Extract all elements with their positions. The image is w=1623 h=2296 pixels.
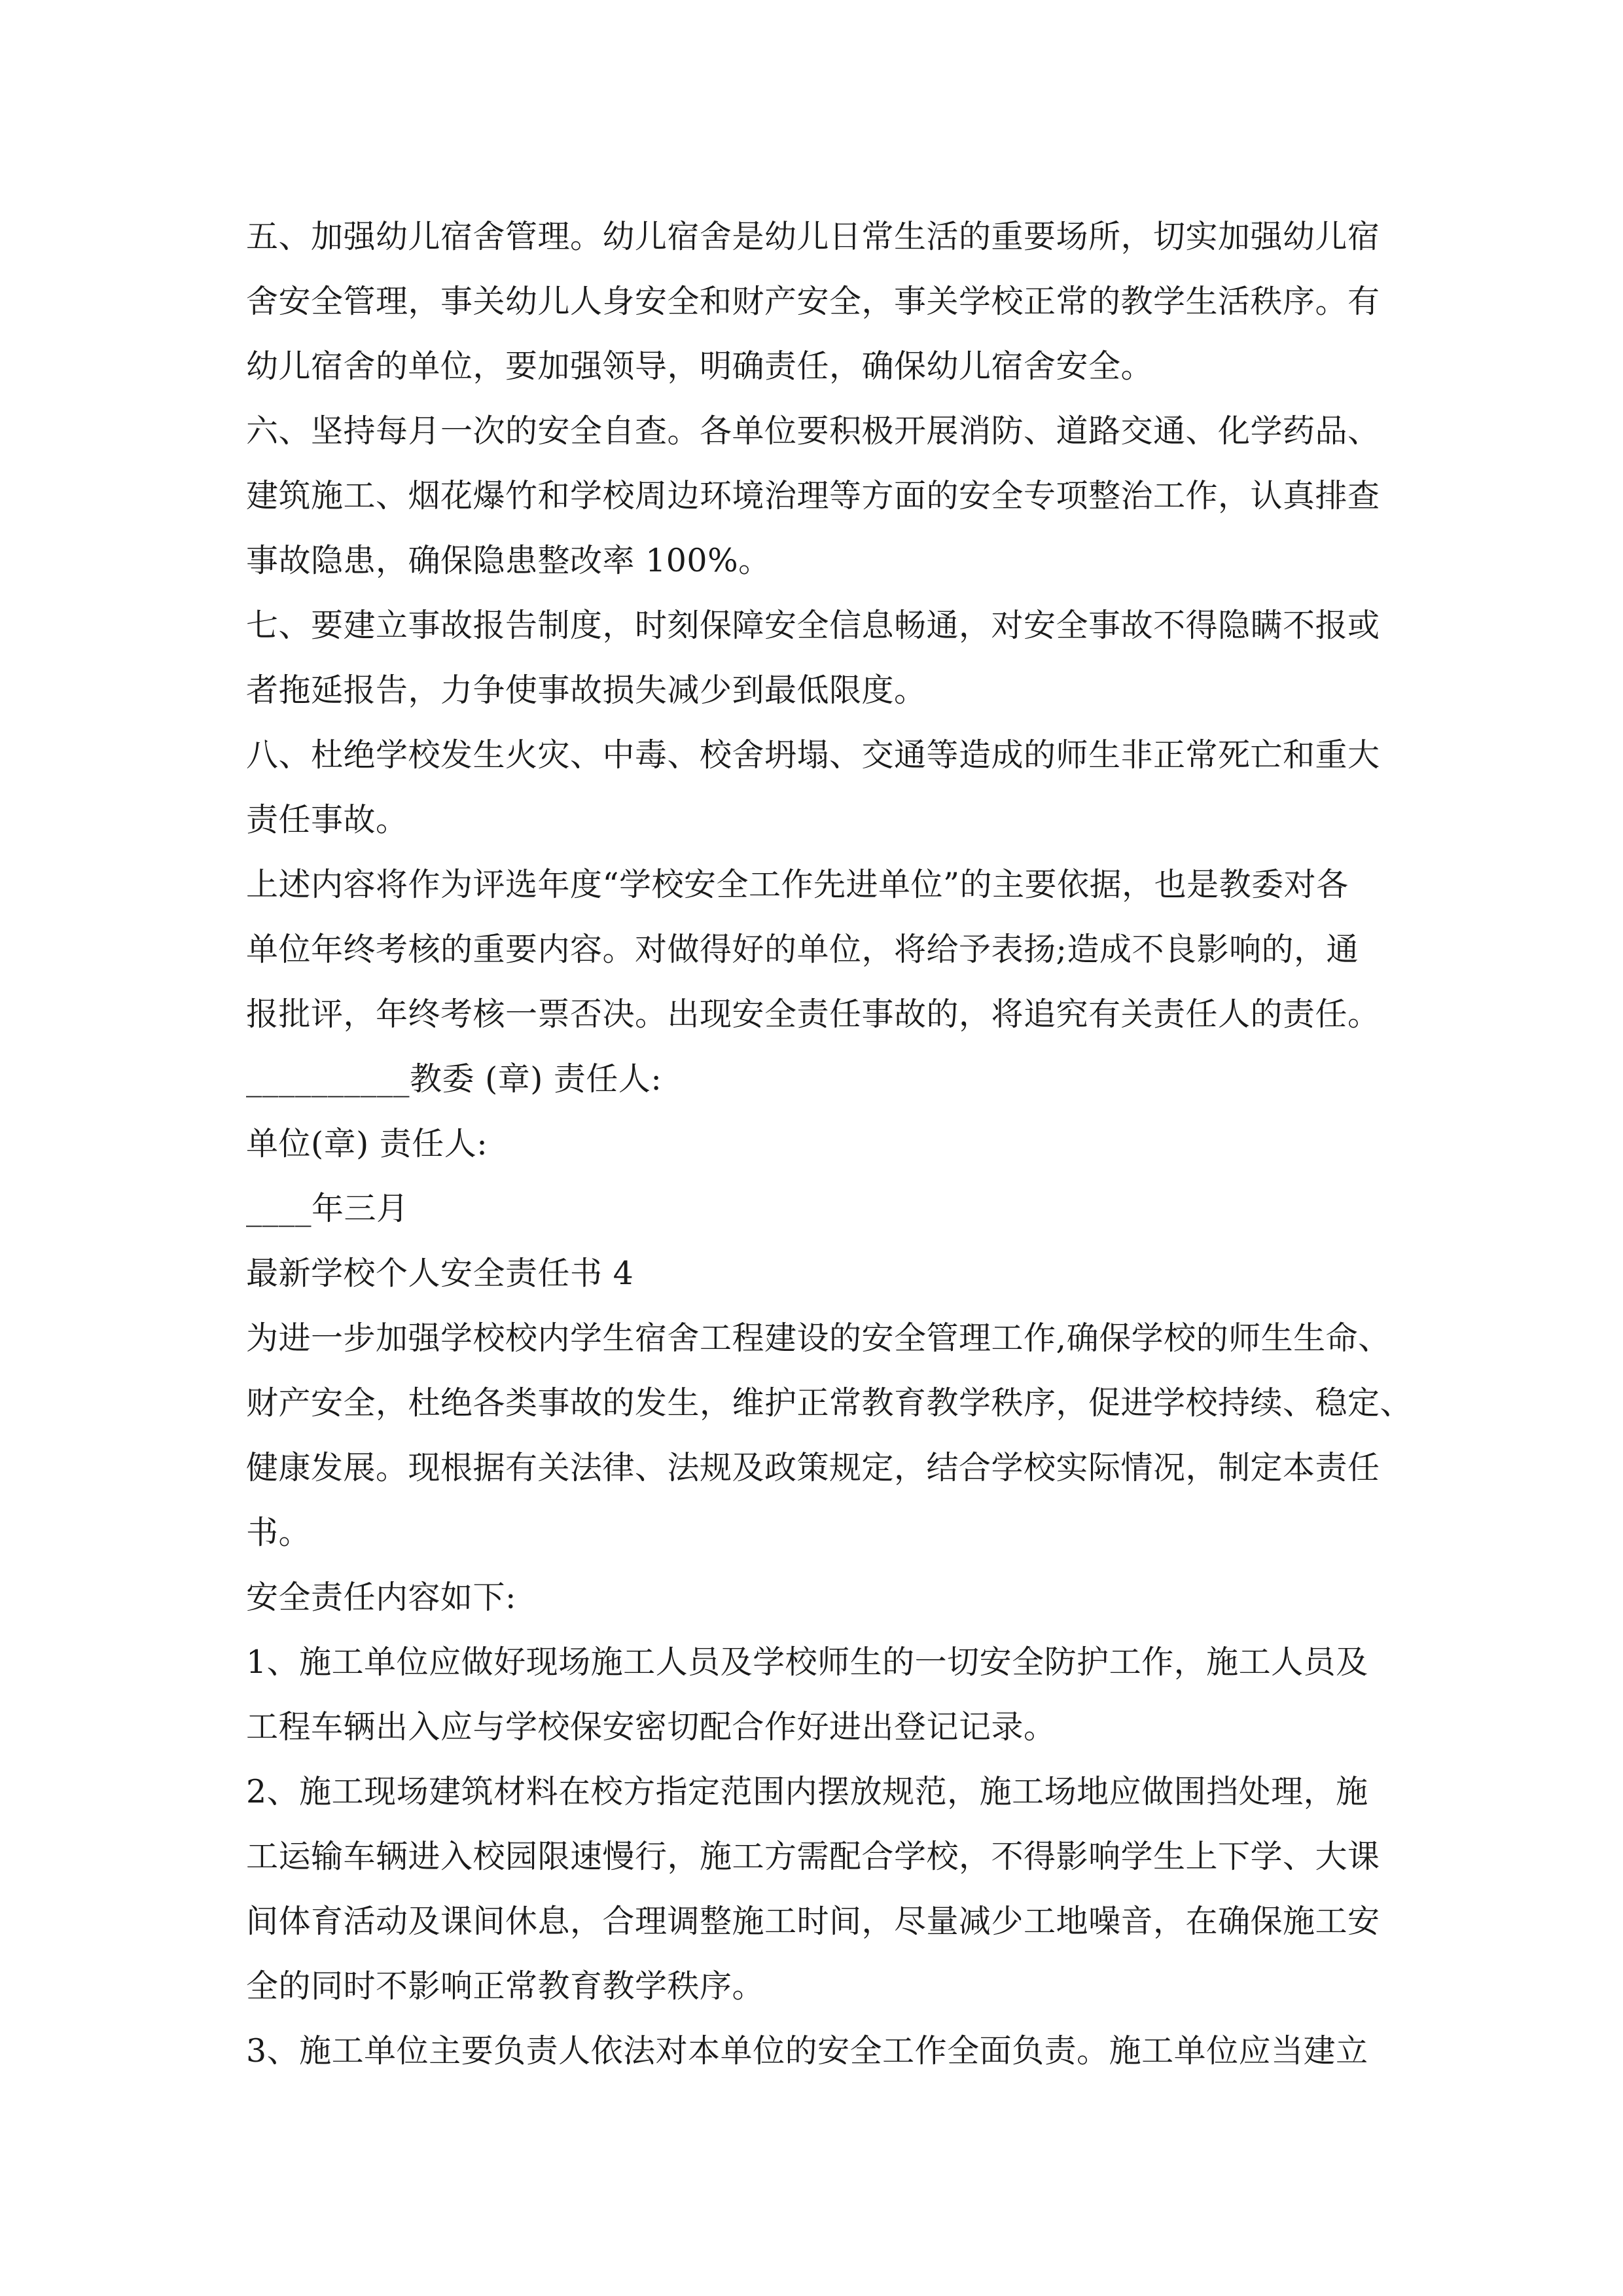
text-line: 间体育活动及课间休息，合理调整施工时间，尽量减少工地噪音，在确保施工安 [246, 1903, 1380, 1940]
text-line: 事故隐患，确保隐患整改率 100%。 [246, 542, 771, 579]
text-line: 报批评，年终考核一票否决。出现安全责任事故的，将追究有关责任人的责任。 [246, 996, 1380, 1033]
text-line: 七、要建立事故报告制度，时刻保障安全信息畅通，对安全事故不得隐瞒不报或 [246, 607, 1380, 644]
text-line: 单位年终考核的重要内容。对做得好的单位，将给予表扬;造成不良影响的，通 [246, 931, 1359, 968]
text-line: 五、加强幼儿宿舍管理。幼儿宿舍是幼儿日常生活的重要场所，切实加强幼儿宿 [246, 218, 1380, 255]
text-line: 六、坚持每月一次的安全自查。各单位要积极开展消防、道路交通、化学药品、 [246, 412, 1380, 450]
text-line: 幼儿宿舍的单位，要加强领导，明确责任，确保幼儿宿舍安全。 [246, 348, 1154, 385]
text-line: 1、施工单位应做好现场施工人员及学校师生的一切安全防护工作，施工人员及 [246, 1643, 1368, 1681]
text-line: 为进一步加强学校校内学生宿舍工程建设的安全管理工作,确保学校的师生生命、 [246, 1319, 1391, 1357]
signature-line-education-committee: __________教委 (章) 责任人: [246, 1060, 662, 1098]
signature-line-unit: 单位(章) 责任人: [246, 1125, 488, 1162]
text-line: 财产安全，杜绝各类事故的发生，维护正常教育教学秩序，促进学校持续、稳定、 [246, 1384, 1413, 1422]
text-line: 全的同时不影响正常教育教学秩序。 [246, 1967, 765, 2005]
text-line: 书。 [246, 1514, 312, 1551]
text-line: 健康发展。现根据有关法律、法规及政策规定，结合学校实际情况，制定本责任 [246, 1449, 1380, 1486]
section-title: 最新学校个人安全责任书 4 [246, 1255, 634, 1292]
text-line: 工运输车辆进入校园限速慢行，施工方需配合学校，不得影响学生上下学、大课 [246, 1838, 1380, 1875]
text-line: 者拖延报告，力争使事故损失减少到最低限度。 [246, 672, 927, 709]
text-line: 责任事故。 [246, 801, 408, 838]
text-line: 工程车辆出入应与学校保安密切配合作好进出登记记录。 [246, 1708, 1056, 1746]
text-line: 建筑施工、烟花爆竹和学校周边环境治理等方面的安全专项整治工作，认真排查 [246, 477, 1380, 514]
text-line: 3、施工单位主要负责人依法对本单位的安全工作全面负责。施工单位应当建立 [246, 2032, 1368, 2070]
text-line: 舍安全管理，事关幼儿人身安全和财产安全，事关学校正常的教学生活秩序。有 [246, 283, 1380, 320]
text-line: 上述内容将作为评选年度“学校安全工作先进单位”的主要依据，也是教委对各 [246, 866, 1349, 903]
document-body [246, 204, 1413, 2083]
date-line: ____年三月 [246, 1190, 409, 1227]
text-line: 安全责任内容如下: [246, 1579, 517, 1616]
text-line: 2、施工现场建筑材料在校方指定范围内摆放规范，施工场地应做围挡处理，施 [246, 1773, 1368, 1810]
text-line: 八、杜绝学校发生火灾、中毒、校舍坍塌、交通等造成的师生非正常死亡和重大 [246, 736, 1380, 774]
